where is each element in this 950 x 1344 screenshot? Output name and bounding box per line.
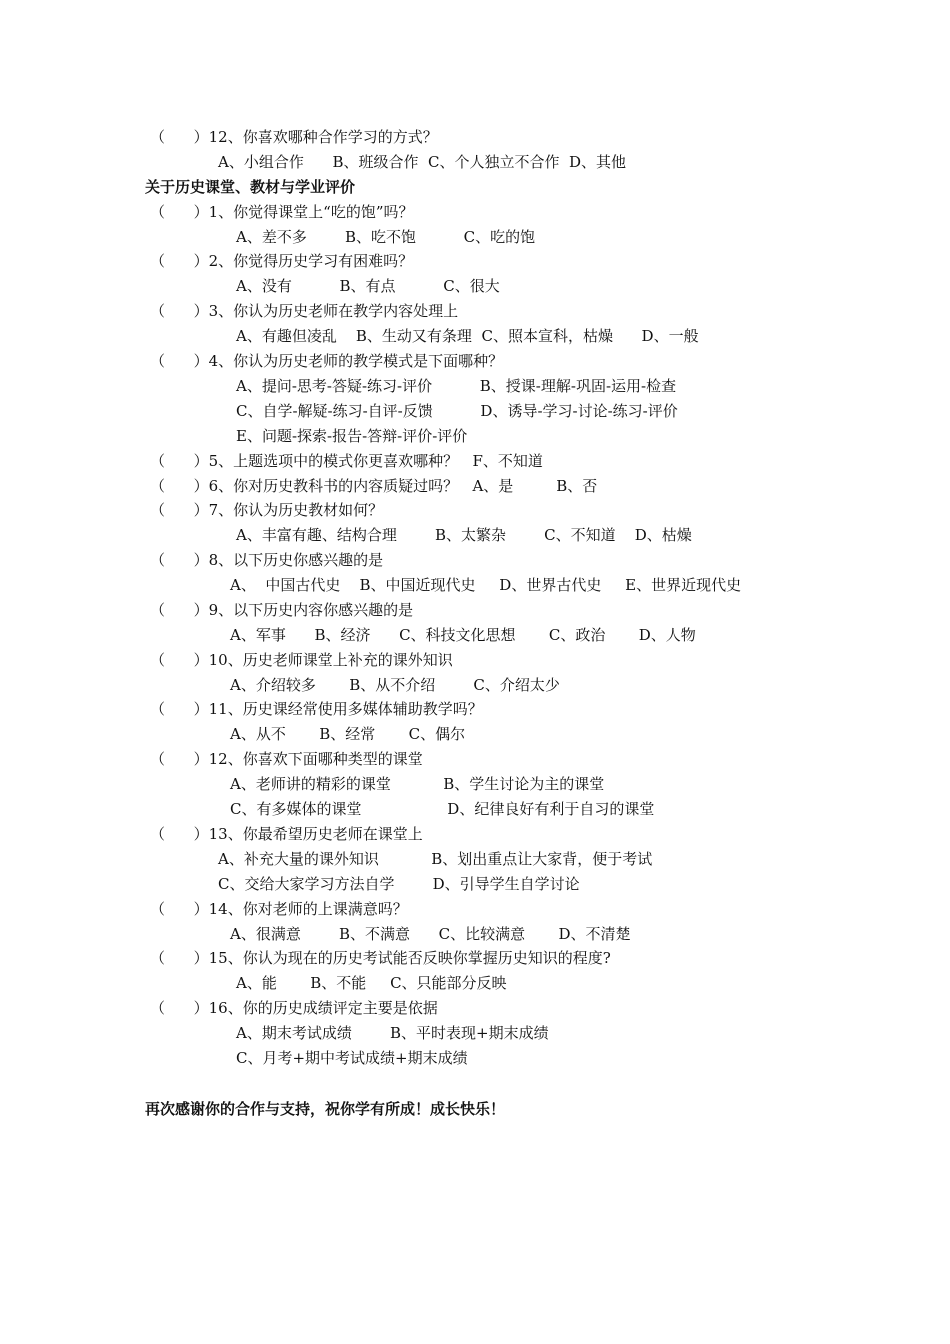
question-12-cooperation: （ ）12、你喜欢哪种合作学习的方式？ — [150, 128, 438, 146]
question-2-options: A、没有 B、有点 C、很大 — [236, 277, 500, 295]
question-1: （ ）1、你觉得课堂上“吃的饱”吗？ — [150, 203, 414, 221]
question-2: （ ）2、你觉得历史学习有困难吗？ — [150, 252, 414, 270]
question-1-options: A、差不多 B、吃不饱 C、吃的饱 — [236, 228, 536, 246]
question-7-options: A、丰富有趣、结构合理 B、太繁杂 C、不知道 D、枯燥 — [236, 526, 692, 544]
question-3: （ ）3、你认为历史老师在教学内容处理上 — [150, 302, 459, 320]
question-12: （ ）12、你喜欢下面哪种类型的课堂 — [150, 750, 423, 768]
question-4-options-row1: A、提问-思考-答疑-练习-评价 B、授课-理解-巩固-运用-检查 — [236, 377, 677, 395]
question-8: （ ）8、以下历史你感兴趣的是 — [150, 551, 384, 569]
question-5: （ ）5、上题选项中的模式你更喜欢哪种？ F、不知道 — [150, 452, 543, 470]
question-12-options-row2: C、有多媒体的课堂 D、纪律良好有利于自习的课堂 — [230, 800, 655, 818]
question-13-options-row2: C、交给大家学习方法自学 D、引导学生自学讨论 — [218, 875, 580, 893]
closing-message: 再次感谢你的合作与支持，祝你学有所成！成长快乐！ — [145, 1100, 506, 1118]
question-16: （ ）16、你的历史成绩评定主要是依据 — [150, 999, 438, 1017]
question-16-options-row2: C、月考+期中考试成绩+期末成绩 — [236, 1049, 468, 1067]
question-4-options-row2: C、自学-解疑-练习-自评-反馈 D、诱导-学习-讨论-练习-评价 — [236, 402, 678, 420]
question-12-options-row1: A、老师讲的精彩的课堂 B、学生讨论为主的课堂 — [230, 775, 605, 793]
question-13-options-row1: A、补充大量的课外知识 B、划出重点让大家背，便于考试 — [218, 850, 653, 868]
question-16-options-row1: A、期末考试成绩 B、平时表现+期末成绩 — [236, 1024, 549, 1042]
question-13: （ ）13、你最希望历史老师在课堂上 — [150, 825, 423, 843]
question-15: （ ）15、你认为现在的历史考试能否反映你掌握历史知识的程度? — [150, 949, 611, 967]
question-10: （ ）10、历史老师课堂上补充的课外知识 — [150, 651, 453, 669]
question-7: （ ）7、你认为历史教材如何？ — [150, 501, 384, 519]
question-15-options: A、能 B、不能 C、只能部分反映 — [236, 974, 507, 992]
question-12-cooperation-options: A、小组合作 B、班级合作 C、个人独立不合作 D、其他 — [218, 153, 627, 171]
section-title: 关于历史课堂、教材与学业评价 — [145, 178, 356, 196]
question-14-options: A、很满意 B、不满意 C、比较满意 D、不清楚 — [230, 925, 631, 943]
question-8-options: A、 中国古代史 B、中国近现代史 D、世界古代史 E、世界近现代史 — [230, 576, 742, 594]
question-4-options-row3: E、问题-探索-报告-答辩-评价-评价 — [236, 427, 468, 445]
question-11: （ ）11、历史课经常使用多媒体辅助教学吗？ — [150, 700, 483, 718]
question-3-options: A、有趣但凌乱 B、生动又有条理 C、照本宣科，枯燥 D、一般 — [236, 327, 699, 345]
question-10-options: A、介绍较多 B、从不介绍 C、介绍太少 — [230, 676, 560, 694]
question-9-options: A、军事 B、经济 C、科技文化思想 C、政治 D、人物 — [230, 626, 696, 644]
question-4: （ ）4、你认为历史老师的教学模式是下面哪种？ — [150, 352, 504, 370]
question-11-options: A、从不 B、经常 C、偶尔 — [230, 725, 466, 743]
question-9: （ ）9、以下历史内容你感兴趣的是 — [150, 601, 414, 619]
question-6: （ ）6、你对历史教科书的内容质疑过吗？ A、是 B、否 — [150, 477, 598, 495]
question-14: （ ）14、你对老师的上课满意吗？ — [150, 900, 408, 918]
